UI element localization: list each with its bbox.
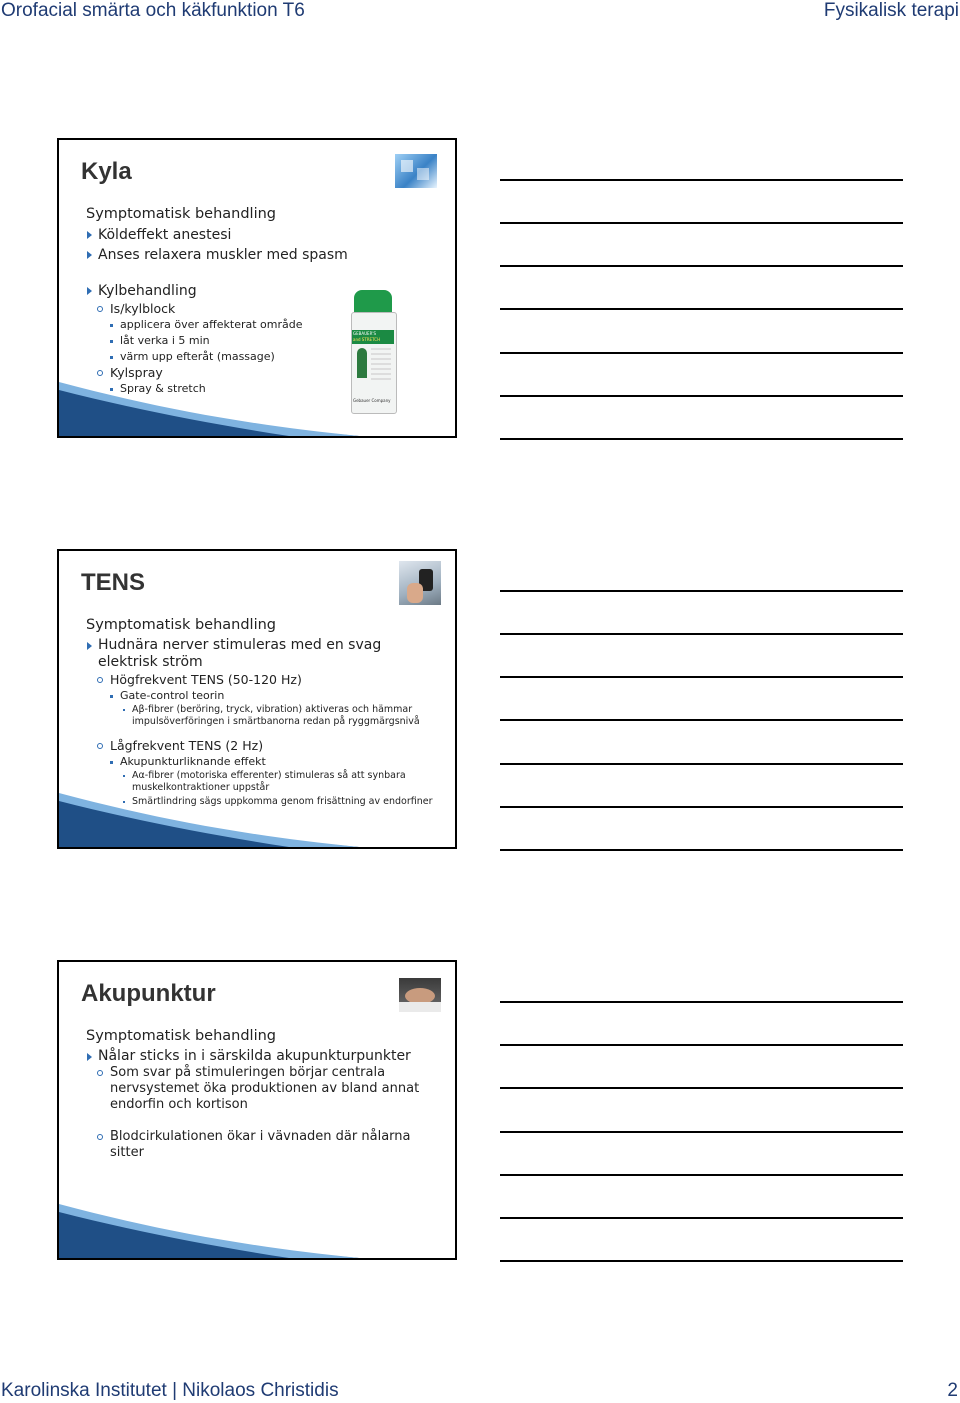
slide-subtitle: Symptomatisk behandling (86, 617, 277, 633)
sub-bullet-item: Blodcirkulationen ökar i vävnaden där nålarna sitter (86, 1129, 445, 1161)
slide-title: Akupunktur (81, 980, 216, 1007)
sub-bullet-item: Lågfrekvent TENS (2 Hz) (86, 738, 445, 754)
sub-sub-bullet-item: låt verka i 5 min (86, 333, 445, 349)
slide-tens (57, 549, 457, 849)
document-footer-author: Karolinska Institutet | Nikolaos Christidis (1, 1380, 339, 1401)
slide-body (86, 615, 445, 810)
sub-bullet-item: Som svar på stimuleringen börjar centrala nervsystemet öka produktionen av bland annat endorfin och kortison (86, 1065, 445, 1113)
slide-body (86, 1026, 445, 1161)
cooling-spray-can-photo (351, 290, 395, 412)
document-header-topic: Fysikalisk terapi (823, 0, 959, 21)
slide-title: TENS (81, 569, 146, 596)
detail-bullet-item: Smärtlindring sägs uppkomma genom frisättning av endorfiner (86, 796, 445, 808)
tens-device-photo (399, 561, 441, 605)
spray-brand-label: GEBAUER'S (353, 331, 376, 336)
bullet-item: Nålar sticks in i särskilda akupunkturpunkter (86, 1047, 445, 1065)
spray-company-label: Gebauer Company (353, 398, 391, 403)
acupuncture-face-photo (399, 978, 441, 1012)
ice-cubes-photo (395, 154, 437, 188)
sub-sub-bullet-item: Spray & stretch (86, 381, 445, 397)
slide-akupunktur (57, 960, 457, 1260)
bullet-item: Köldeffekt anestesi (86, 225, 445, 245)
slide-subtitle: Symptomatisk behandling (86, 206, 277, 222)
sub-sub-bullet-item: applicera över affekterat område (86, 317, 445, 333)
sub-sub-bullet-item: Akupunkturliknande effekt (86, 754, 445, 770)
bullet-item: Kylbehandling (86, 281, 445, 301)
sub-bullet-item: Kylspray (86, 365, 445, 381)
spray-product-label: and STRETCH (353, 337, 381, 342)
sub-sub-bullet-item: Gate-control teorin (86, 688, 445, 704)
sub-bullet-item: Is/kylblock (86, 301, 445, 317)
sub-bullet-item: Högfrekvent TENS (50-120 Hz) (86, 672, 445, 688)
detail-bullet-item: Aβ-fibrer (beröring, tryck, vibration) aktiveras och hämmar impulsöverföringen i smärtbanorna redan på ryggmärgsnivå (86, 704, 445, 728)
document-header-title: Orofacial smärta och käkfunktion T6 (1, 0, 305, 21)
slide-kyla (57, 138, 457, 438)
slide-swoosh-decoration (59, 1198, 359, 1258)
slide-title: Kyla (81, 158, 132, 185)
detail-bullet-item: Aα-fibrer (motoriska efferenter) stimuleras så att synbara muskelkontraktioner uppstår (86, 770, 445, 794)
bullet-item: Hudnära nerver stimuleras med en svag elektrisk ström (86, 636, 445, 671)
bullet-item: Anses relaxera muskler med spasm (86, 245, 445, 265)
slide-subtitle: Symptomatisk behandling (86, 1028, 277, 1044)
page-number: 2 (947, 1380, 958, 1401)
sub-sub-bullet-item: värm upp efteråt (massage) (86, 349, 445, 365)
